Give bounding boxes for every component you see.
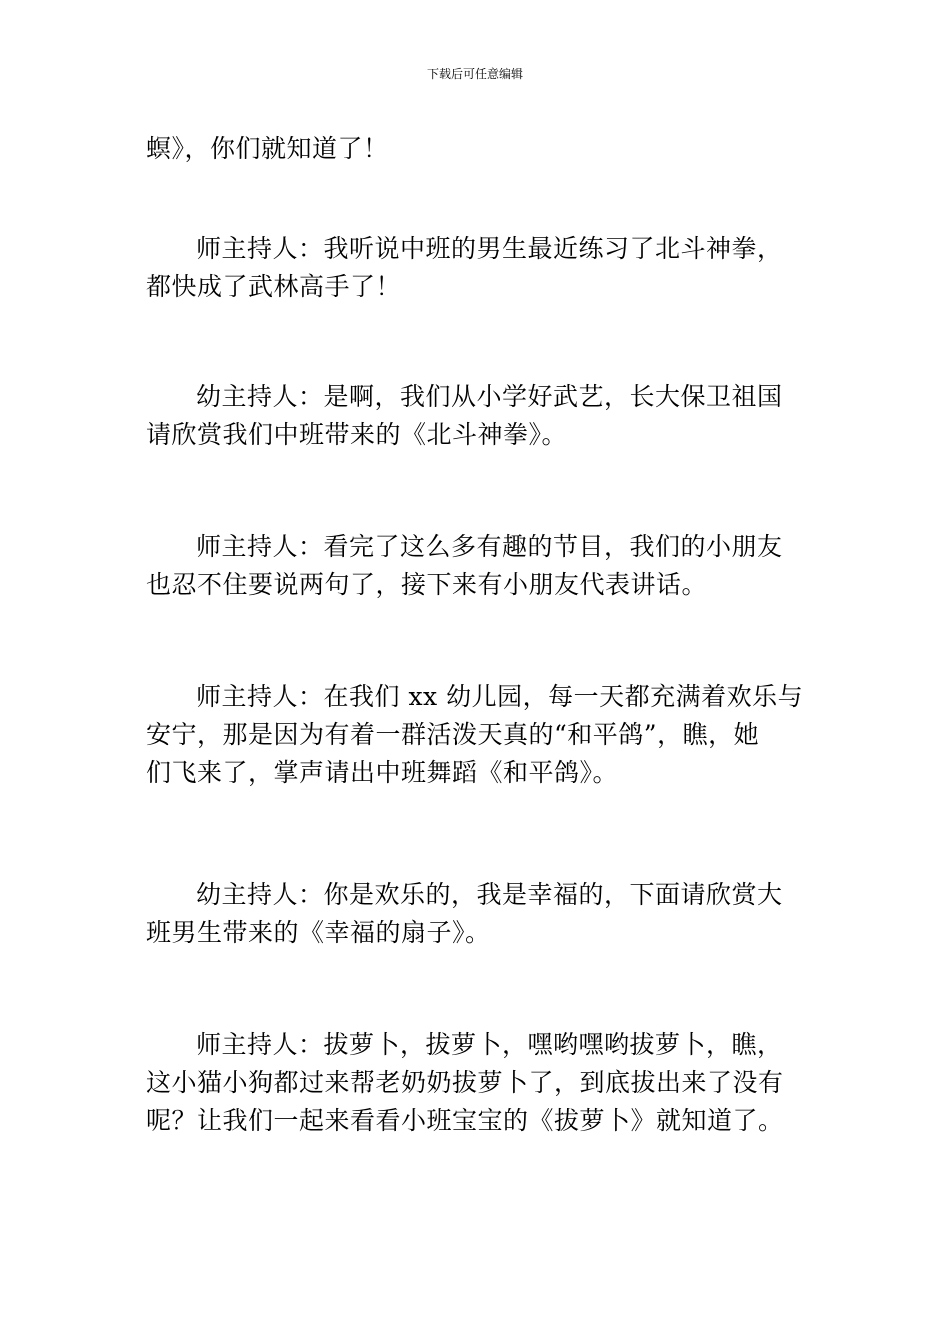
paragraph-teacher-host-3 <box>146 678 803 792</box>
text-line: 们飞来了，掌声请出中班舞蹈《和平鸽》。 <box>146 758 619 787</box>
text-line: 师主持人：看完了这么多有趣的节目，我们的小朋友 <box>196 532 783 561</box>
text-line: 呢？让我们一起来看看小班宝宝的《拔萝卜》就知道了。 <box>146 1106 784 1135</box>
text-line: 这小猫小狗都过来帮老奶奶拔萝卜了，到底拔出来了没有 <box>146 1068 784 1097</box>
paragraph-continuation <box>146 130 389 168</box>
paragraph-teacher-host-2 <box>146 528 783 604</box>
paragraph-teacher-host-4 <box>146 1026 784 1140</box>
text-line: 安宁，那是因为有着一群活泼天真的“和平鸽”，瞧，她 <box>146 720 760 749</box>
text-line: 师主持人：我听说中班的男生最近练习了北斗神拳， <box>196 234 783 263</box>
text-line: 都快成了武林高手了！ <box>146 272 402 301</box>
text-line: 师主持人：拔萝卜，拔萝卜，嘿哟嘿哟拔萝卜，瞧， <box>196 1030 783 1059</box>
page-header: 下载后可任意编辑 <box>426 67 523 81</box>
text-line: 请欣赏我们中班带来的《北斗神拳》。 <box>146 420 568 449</box>
text-line: 班男生带来的《幸福的扇子》。 <box>146 918 491 947</box>
text-line: 也忍不住要说两句了，接下来有小朋友代表讲话。 <box>146 570 708 599</box>
paragraph-teacher-host-1 <box>146 230 783 306</box>
text-line: 幼主持人：你是欢乐的，我是幸福的，下面请欣赏大 <box>196 880 783 909</box>
paragraph-child-host-2 <box>146 876 783 952</box>
text-line: 幼主持人：是啊，我们从小学好武艺，长大保卫祖国 <box>196 382 783 411</box>
text-line: 螟》，你们就知道了！ <box>146 134 389 163</box>
paragraph-child-host-1 <box>146 378 783 454</box>
text-line: 师主持人：在我们 xx 幼儿园，每一天都充满着欢乐与 <box>196 682 804 711</box>
